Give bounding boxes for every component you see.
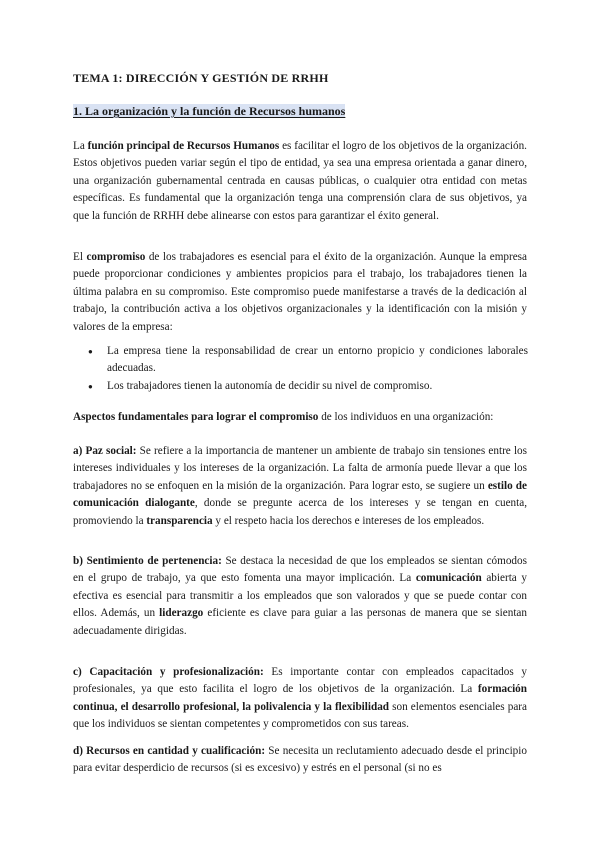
bold-term: c) Capacitación y profesionalización: [73, 666, 264, 678]
paragraph-belonging [73, 553, 527, 640]
text-run: Se destaca la necesidad de que los empleados se sientan cómodos en el grupo de trabajo, ya que esto fomenta una mayor implicación. La [73, 555, 527, 585]
list-item: ● La empresa tiene la responsabilidad de crear un entorno propicio y condiciones laborales adecuadas. [88, 343, 528, 378]
paragraph-training [73, 664, 527, 734]
paragraph-aspects-intro [73, 409, 527, 426]
paragraph-resources [73, 743, 527, 778]
text-run: La [73, 140, 88, 152]
text-run: Se necesita un reclutamiento adecuado desde el principio para evitar desperdicio de recursos (si es excesivo) y estrés en el personal (si no es [73, 745, 527, 775]
bold-term: estilo de comunicación dialogante [73, 479, 527, 510]
text-run: abierta y efectiva es esencial para transmitir a los empleados que son valorados y que se puede contar con ellos. Además, un [73, 572, 527, 620]
text-run: es facilitar el logro de los objetivos de la organización. Estos objetivos pueden variar según el tipo de entidad, ya sea una empresa orientada a ganar dinero, una organización gubernamental centrada en causas públicas, o cualquier otra entidad con metas específicas. Es fundamental que la organización tenga una comprensión clara de sus objetivos, ya que la función de RRHH debe alinearse con estos para garantizar el éxito general. [73, 140, 527, 222]
section-heading-text: 1. La organización y la función de Recursos humanos [73, 104, 346, 118]
commitment-bullet-list [88, 343, 528, 395]
section-heading [73, 103, 527, 120]
text-run: Es importante contar con empleados capacitados y profesionales, ya que esto facilita el logro de los objetivos de la organización. La [73, 666, 527, 696]
bold-term: formación continua, el desarrollo profesional, la polivalencia y la flexibilidad [73, 683, 527, 713]
bold-term: comunicación [415, 572, 482, 585]
bold-term: liderazgo [159, 607, 204, 620]
bold-term: transparencia [146, 514, 213, 527]
text-run: Se refiere a la importancia de mantener un ambiente de trabajo sin tensiones entre los intereses individuales y los intereses de la organización. La falta de armonía puede llevar a que los trabajadores no se enfoquen en la misión de la organización. Para lograr esto, se sugiere un [73, 445, 528, 492]
bold-term: b) Sentimiento de pertenencia: [73, 555, 222, 567]
paragraph-social-peace [73, 443, 527, 530]
text-run: , donde se pregunte acerca de los intereses y se tengan en cuenta, promoviendo la [73, 497, 528, 527]
text-run: de los trabajadores es esencial para el éxito de la organización. Aunque la empresa puede proporcionar condiciones y ambientes propicios para el trabajo, los trabajadores tienen la última palabra en su compromiso. Este compromiso puede manifestarse a través de la dedicación al trabajo, la contribución activa a los objetivos organizacionales y la identificación con la misión y valores de la empresa: [73, 251, 527, 333]
text-run: y el respeto hacia los derechos e intereses de los empleados. [212, 514, 485, 527]
bold-term: compromiso [86, 251, 146, 263]
text-run: de los individuos en una organización: [318, 411, 494, 423]
text-run: son elementos esenciales para que los individuos se sientan competentes y comprometidos con sus tareas. [73, 700, 527, 731]
bold-term: d) Recursos en cantidad y cualificación: [73, 745, 266, 757]
bold-term: a) Paz social: [73, 445, 137, 457]
bold-term: función principal de Recursos Humanos [87, 140, 280, 152]
text-run: eficiente es clave para guiar a las personas de manera que se sientan adecuadamente dirigidas. [73, 607, 527, 637]
bold-term: Aspectos fundamentales para lograr el compromiso [73, 411, 319, 423]
paragraph-commitment [73, 249, 527, 336]
document-title: TEMA 1: DIRECCIÓN Y GESTIÓN DE RRHH [73, 71, 329, 85]
list-item: ● Los trabajadores tienen la autonomía de decidir su nivel de compromiso. [88, 378, 528, 395]
paragraph-hr-function [73, 138, 527, 225]
text-run: El [73, 251, 87, 263]
